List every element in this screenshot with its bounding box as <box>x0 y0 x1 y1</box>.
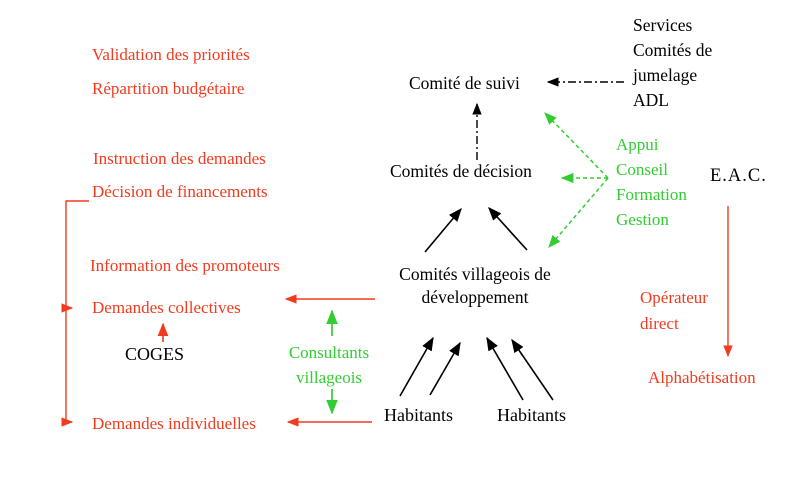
label-appui: Appui <box>616 135 659 154</box>
arrow-cvd-to-decision-left <box>425 209 461 252</box>
label-comite-de-suivi: Comité de suivi <box>409 73 520 93</box>
label-formation: Formation <box>616 185 687 204</box>
label-demandes-collectives: Demandes collectives <box>92 298 241 317</box>
label-conseil: Conseil <box>616 160 668 179</box>
label-gestion: Gestion <box>616 210 669 229</box>
label-repartition-budgetaire: Répartition budgétaire <box>92 79 245 98</box>
label-comites-villageois-line1: Comités villageois de <box>399 264 551 284</box>
label-consultants-line1: Consultants <box>288 343 370 362</box>
label-information-promoteurs: Information des promoteurs <box>90 256 280 275</box>
label-habitants-right: Habitants <box>497 405 566 425</box>
label-services: Services <box>633 15 693 35</box>
arrow-habitants1-to-cvd-a <box>400 338 433 396</box>
label-direct: direct <box>640 314 679 333</box>
label-operateur-direct <box>640 285 708 337</box>
arrow-bracket-decision-to-demandes <box>66 201 89 422</box>
label-comites-villageois-line2: développement <box>421 287 529 307</box>
arrow-appui-to-comite-suivi <box>545 113 608 178</box>
label-consultants-line2: villageois <box>295 368 363 387</box>
label-demandes-individuelles: Demandes individuelles <box>92 414 256 433</box>
label-habitants-left: Habitants <box>384 405 453 425</box>
label-adl: ADL <box>633 90 669 110</box>
label-eac: E.A.C. <box>710 166 767 186</box>
label-decision-financements: Décision de financements <box>92 182 268 201</box>
label-comites-de: Comités de <box>633 40 713 60</box>
label-jumelage: jumelage <box>633 65 698 85</box>
label-instruction-demandes: Instruction des demandes <box>93 149 266 168</box>
label-alphabetisation: Alphabétisation <box>648 368 756 387</box>
label-consultants-villageois <box>281 340 377 390</box>
arrow-cvd-to-decision-right <box>489 208 527 250</box>
label-operateur: Opérateur <box>640 288 708 307</box>
label-comites-villageois <box>389 263 561 309</box>
label-services-block <box>633 13 712 113</box>
label-coges: COGES <box>125 344 185 364</box>
arrow-appui-to-cvd <box>549 178 608 247</box>
label-comites-de-decision: Comités de décision <box>390 161 532 181</box>
arrow-habitants1-to-cvd-b <box>430 343 460 395</box>
label-validation-priorites: Validation des priorités <box>92 45 250 64</box>
label-appui-block <box>616 132 687 232</box>
